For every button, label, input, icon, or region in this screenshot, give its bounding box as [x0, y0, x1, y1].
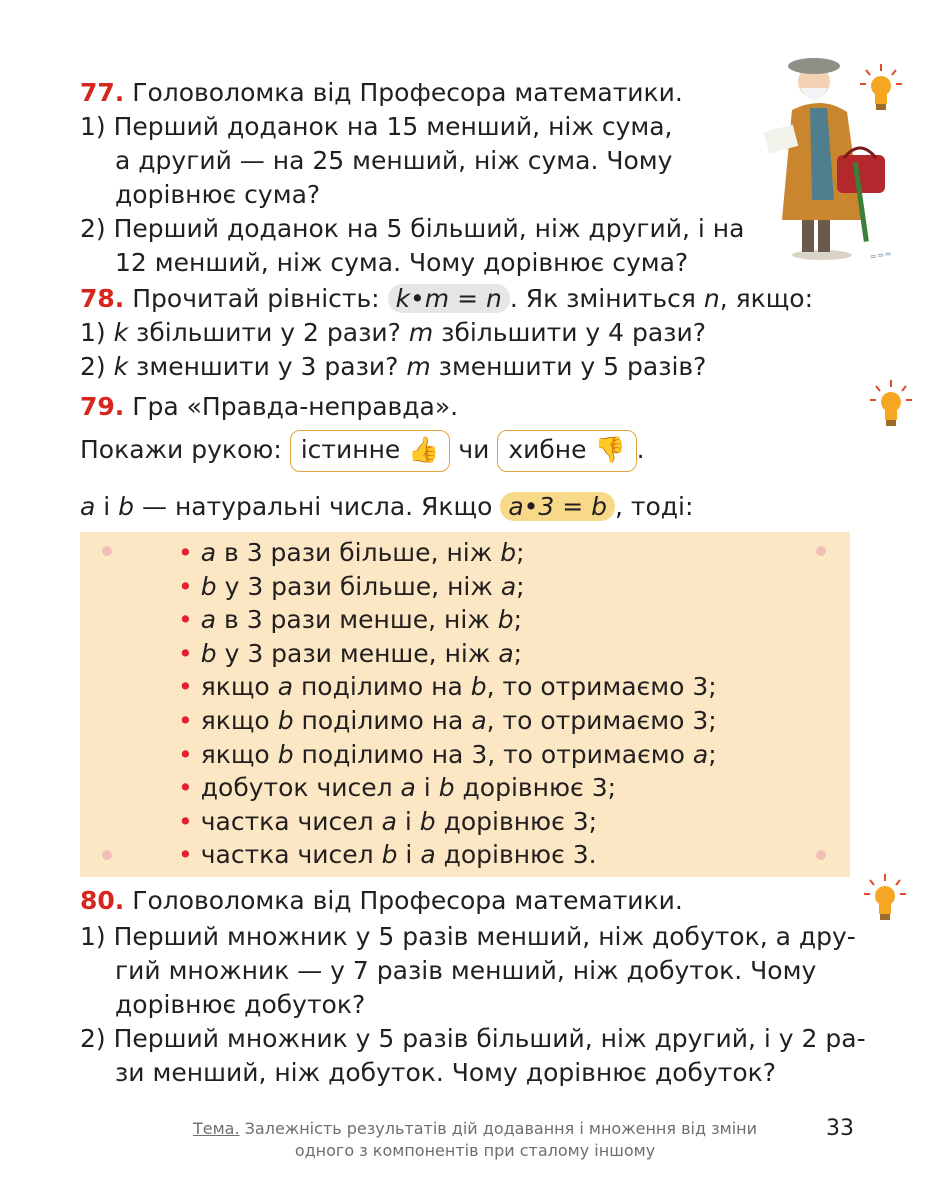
statement-item: • b у 3 рази більше, ніж a; [178, 571, 525, 601]
ex77-number: 77. [80, 78, 125, 107]
lightbulb-icon [868, 378, 914, 432]
bullet-icon: • [178, 806, 193, 836]
footer-topic: Тема. Залежність результатів дій додавання і множення від зміни одного з компонентів при сталому іншому [192, 1119, 757, 1160]
ex78-line2: 2) k зменшити у 3 рази? m зменшити у 5 разів? [80, 352, 707, 381]
pin-icon [102, 850, 112, 860]
ex77-line5: 12 менший, ніж сума. Чому дорівнює сума? [115, 248, 689, 277]
bullet-icon: • [178, 605, 193, 635]
pin-icon [816, 546, 826, 556]
ex78-title: 78. Прочитай рівність: k•m = n . Як зміниться n, якщо: [80, 284, 814, 313]
bullet-icon: • [178, 706, 193, 735]
ex79-number: 79. [80, 392, 125, 421]
ex79-show-line: Покажи рукою: істинне 👍 чи хибне 👎 . [80, 430, 645, 472]
svg-text:≈≈≈: ≈≈≈ [868, 249, 893, 263]
false-answer-box: хибне 👎 [497, 430, 636, 472]
bullet-icon: • [178, 638, 193, 668]
lightbulb-icon [862, 872, 908, 926]
lightbulb-icon [858, 62, 904, 116]
ex80-title: 80. Головоломка від Професора математики. [80, 886, 683, 915]
ex78-number: 78. [80, 284, 125, 313]
statement-item: • частка чисел a і b дорівнює 3; [178, 806, 598, 836]
ex79-condition: a і b — натуральні числа. Якщо a•3 = b , тоді: [80, 492, 694, 521]
statement-item: • якщо a поділимо на b, то отримаємо 3; [178, 672, 717, 702]
statement-item: • добуток чисел a і b дорівнює 3; [178, 773, 617, 803]
thumbs-up-icon: 👍 [408, 435, 440, 464]
pin-icon [816, 850, 826, 860]
ex80-line1: 1) Перший множник у 5 разів менший, ніж добуток, а дру- [80, 922, 856, 951]
formula-km-n: k•m = n [388, 284, 510, 313]
true-answer-box: істинне 👍 [290, 430, 451, 472]
ex80-line5: зи менший, ніж добуток. Чому дорівнює добуток? [115, 1058, 776, 1087]
statement-item: • a в 3 рази менше, ніж b; [178, 605, 523, 635]
bullet-icon: • [178, 672, 193, 702]
ex77-line4: 2) Перший доданок на 5 більший, ніж другий, і на [80, 214, 745, 243]
ex80-line3: дорівнює добуток? [115, 990, 366, 1019]
bullet-icon: • [178, 739, 193, 769]
formula-a3-b: a•3 = b [500, 492, 615, 521]
bullet-icon: • [178, 571, 193, 601]
statement-item: • a в 3 рази більше, ніж b; [178, 538, 525, 567]
bullet-icon: • [178, 538, 193, 567]
statement-item: • якщо b поділимо на 3, то отримаємо a; [178, 739, 717, 769]
ex77-line3: дорівнює сума? [115, 180, 321, 209]
bullet-icon: • [178, 773, 193, 803]
ex77-line2: а другий — на 25 менший, ніж сума. Чому [115, 146, 673, 175]
thumbs-down-icon: 👎 [594, 435, 626, 464]
statement-item: • якщо b поділимо на a, то отримаємо 3; [178, 706, 717, 735]
statement-item: • b у 3 рази менше, ніж a; [178, 638, 523, 668]
bullet-icon: • [178, 840, 193, 870]
ex79-title: 79. Гра «Правда-неправда». [80, 392, 459, 421]
ex80-line4: 2) Перший множник у 5 разів більший, ніж другий, і у 2 ра- [80, 1024, 866, 1053]
ex77-title: 77. Головоломка від Професора математики. [80, 78, 683, 107]
ex80-line2: гий множник — у 7 разів менший, ніж добуток. Чому [115, 956, 817, 985]
statement-item: • частка чисел b і a дорівнює 3. [178, 840, 597, 870]
page-number: 33 [826, 1116, 854, 1141]
ex80-number: 80. [80, 886, 125, 915]
footer-tema-label: Тема. [192, 1119, 240, 1138]
pin-icon [102, 546, 112, 556]
ex78-line1: 1) k збільшити у 2 рази? m збільшити у 4 рази? [80, 318, 706, 347]
ex77-line1: 1) Перший доданок на 15 менший, ніж сума, [80, 112, 673, 141]
